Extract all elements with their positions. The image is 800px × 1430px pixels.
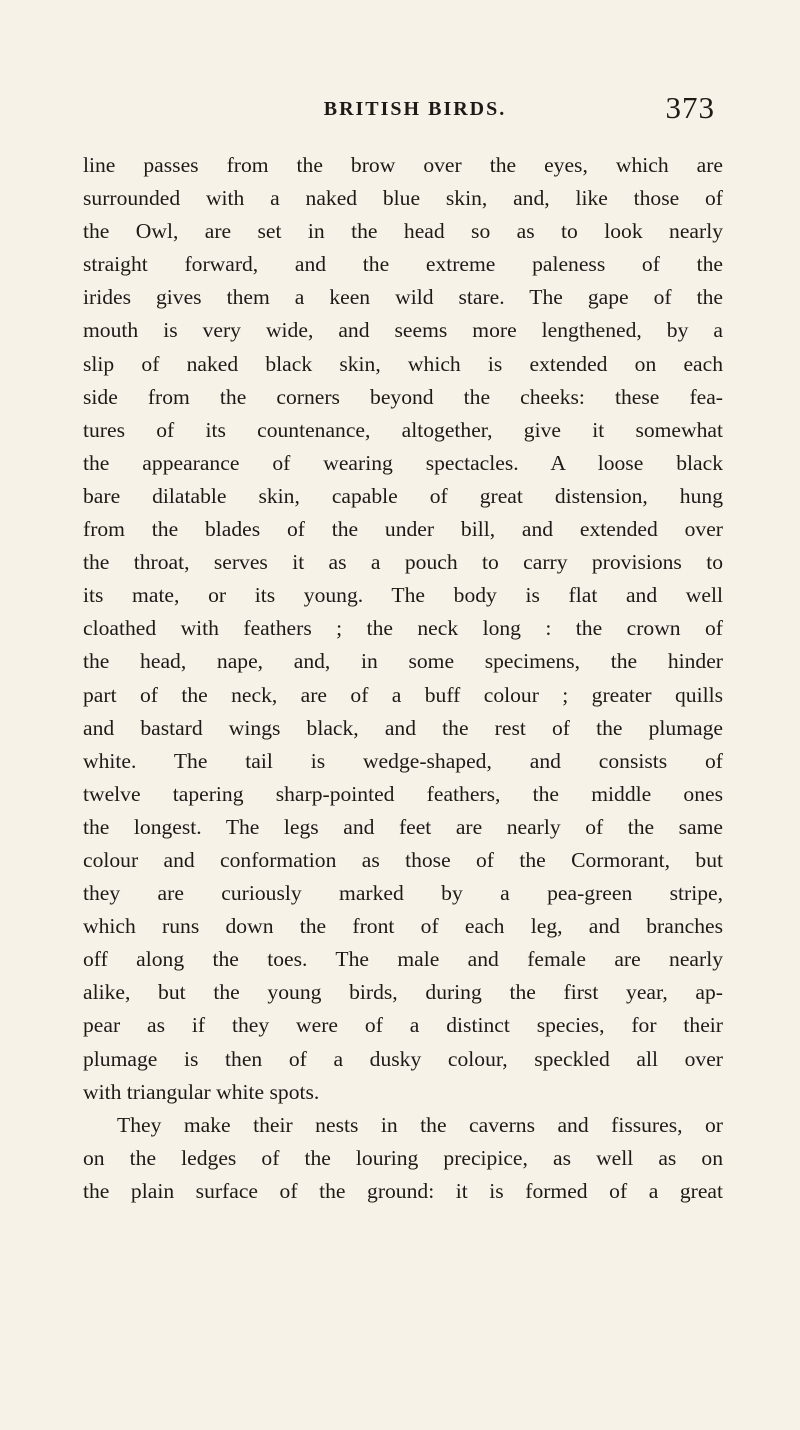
text-line: cloathed with feathers ; the neck long : the crown of	[83, 616, 723, 641]
text-line: part of the neck, are of a buff colour ; greater quills	[83, 682, 723, 707]
text-line: which runs down the front of each leg, and branches	[83, 914, 723, 939]
text-line: they are curiously marked by a pea-green stripe,	[83, 881, 723, 906]
text-line: its mate, or its young. The body is flat and well	[83, 583, 723, 608]
page-number: 373	[665, 90, 715, 125]
text-line: They make their nests in the caverns and fissures, or	[117, 1112, 723, 1137]
text-line: the throat, serves it as a pouch to carry provisions to	[83, 550, 723, 575]
text-line: colour and conformation as those of the Cormorant, but	[83, 847, 723, 872]
text-line: slip of naked black skin, which is extended on each	[83, 351, 723, 376]
text-line: with triangular white spots.	[83, 1079, 320, 1104]
text-line: irides gives them a keen wild stare. The gape of the	[83, 285, 723, 310]
text-line: tures of its countenance, altogether, give it somewhat	[83, 417, 723, 442]
text-line: side from the corners beyond the cheeks: these fea-	[83, 384, 723, 409]
text-line: and bastard wings black, and the rest of the plumage	[83, 715, 723, 740]
text-line: white. The tail is wedge-shaped, and consists of	[83, 748, 723, 773]
text-line: the plain surface of the ground: it is formed of a great	[83, 1178, 723, 1203]
text-line: plumage is then of a dusky colour, speckled all over	[83, 1046, 723, 1071]
text-line: the head, nape, and, in some specimens, the hinder	[83, 649, 723, 674]
text-line: bare dilatable skin, capable of great distension, hung	[83, 483, 723, 508]
text-line: alike, but the young birds, during the first year, ap-	[83, 980, 723, 1005]
text-line: the longest. The legs and feet are nearly of the same	[83, 814, 723, 839]
text-line: straight forward, and the extreme paleness of the	[83, 252, 723, 277]
text-line: the appearance of wearing spectacles. A loose black	[83, 450, 723, 475]
text-line: pear as if they were of a distinct species, for their	[83, 1013, 723, 1038]
text-line: on the ledges of the louring precipice, as well as on	[83, 1145, 723, 1170]
body-text	[83, 149, 723, 1208]
text-line: line passes from the brow over the eyes, which are	[83, 153, 723, 177]
text-line: off along the toes. The male and female are nearly	[83, 947, 723, 972]
text-line: twelve tapering sharp-pointed feathers, the middle ones	[83, 781, 723, 806]
text-line: from the blades of the under bill, and extended over	[83, 517, 723, 542]
running-title: BRITISH BIRDS.	[323, 98, 507, 120]
text-line: surrounded with a naked blue skin, and, like those of	[83, 186, 723, 211]
text-line: the Owl, are set in the head so as to look nearly	[83, 219, 723, 244]
text-line: mouth is very wide, and seems more lengthened, by a	[83, 318, 723, 343]
